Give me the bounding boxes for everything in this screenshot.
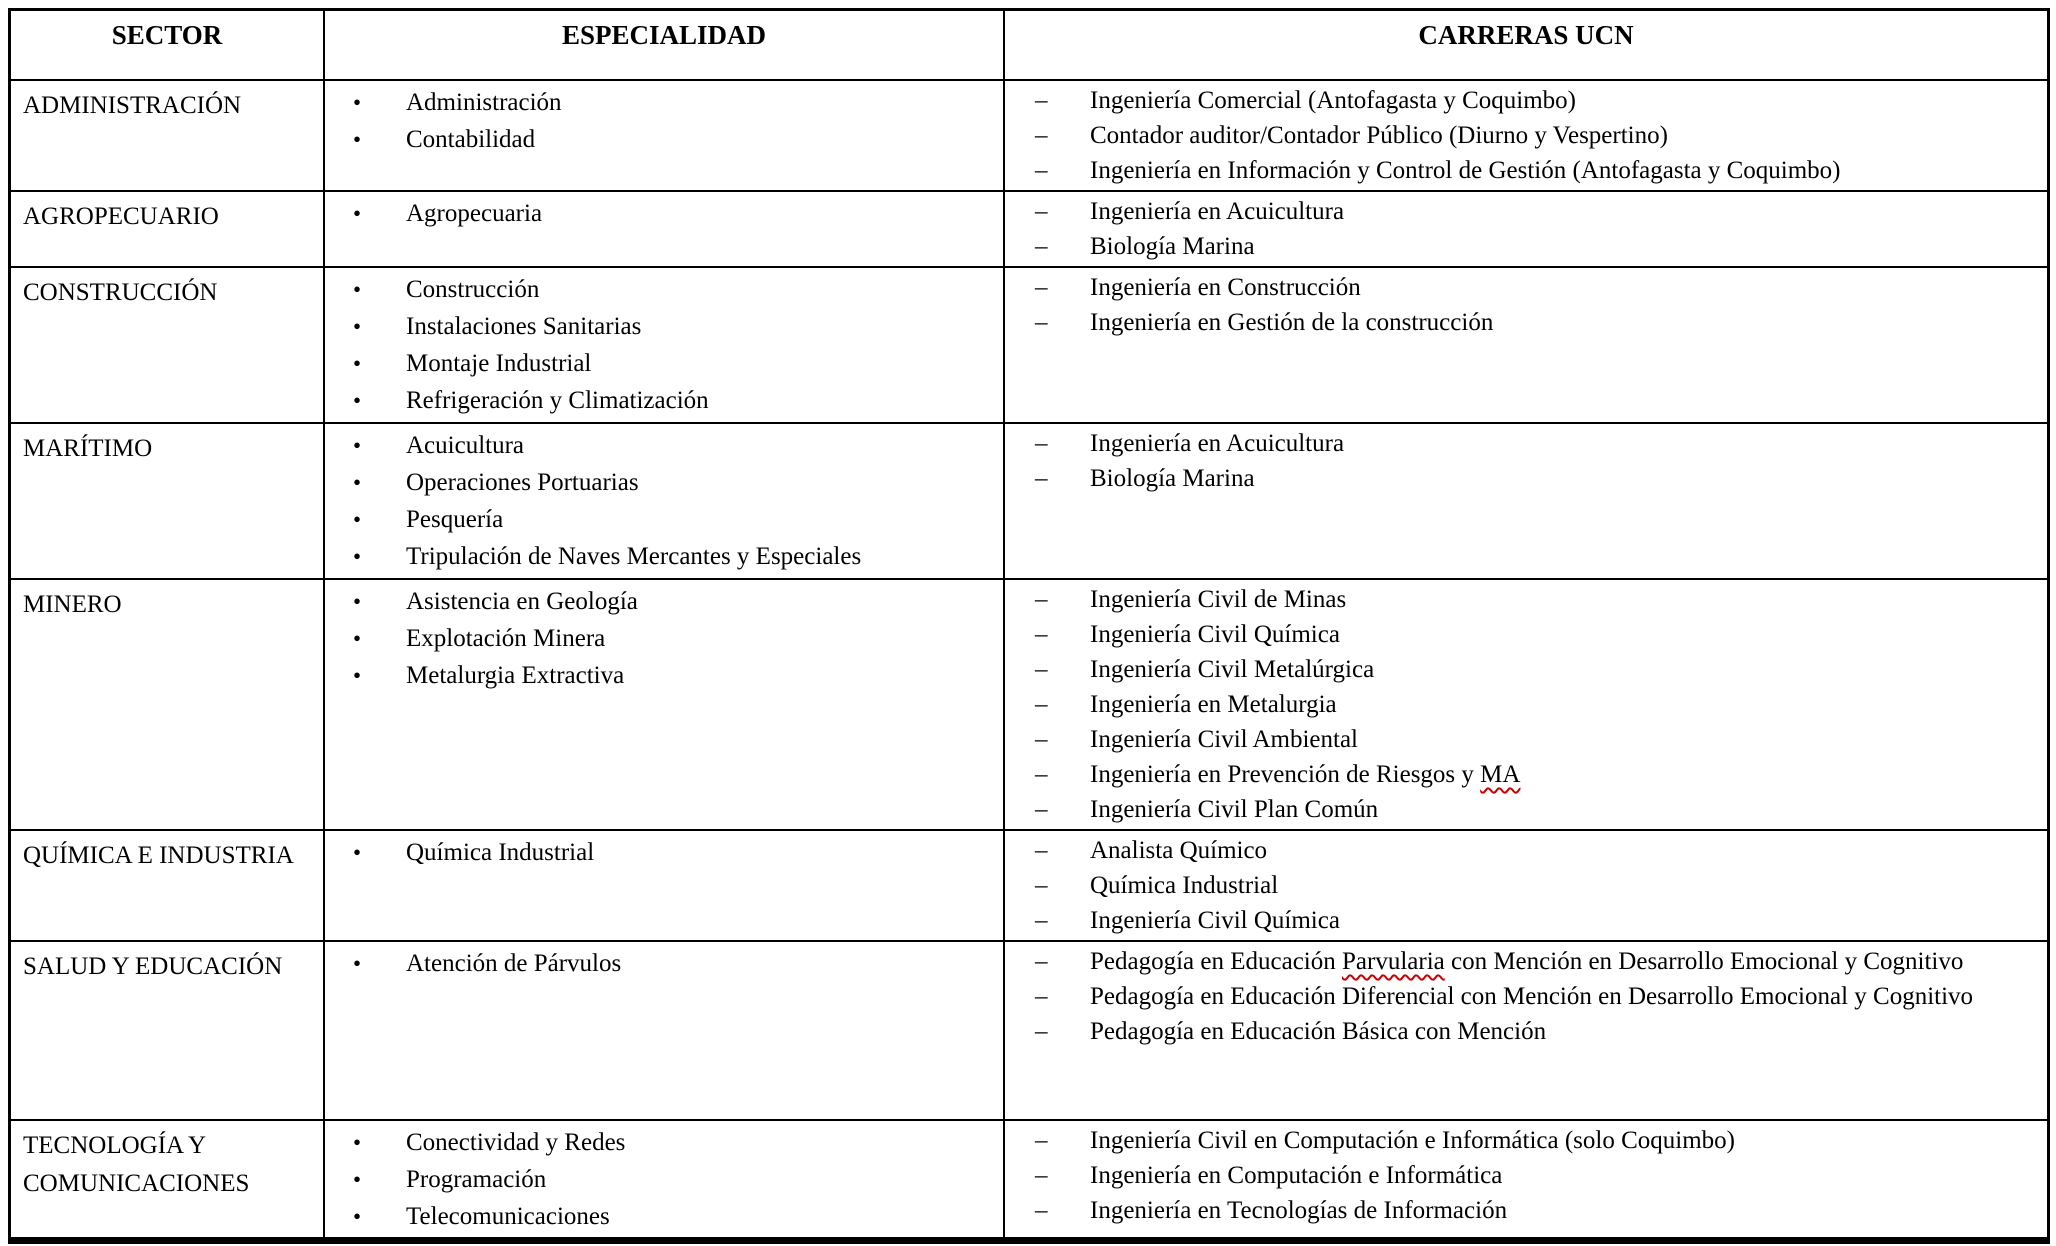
especialidad-text: Atención de Párvulos: [406, 950, 622, 977]
bullet-icon: •: [353, 589, 362, 614]
sector-carreras-table: [8, 8, 2050, 1238]
especialidad-item: [325, 945, 999, 982]
carrera-text: Ingeniería en Acuicultura: [1090, 430, 1345, 457]
table-row: [11, 578, 2047, 829]
carrera-text: Ingeniería en Tecnologías de Información: [1090, 1197, 1508, 1224]
especialidad-text: Instalaciones Sanitarias: [406, 313, 642, 340]
especialidad-item: [325, 195, 999, 232]
carrera-item: [1005, 194, 2041, 229]
carrera-text: Ingeniería en Acuicultura: [1090, 198, 1345, 225]
carrera-item: [1005, 687, 2041, 722]
carrera-item: [1005, 229, 2041, 264]
dash-icon: –: [1035, 1197, 1048, 1224]
sector-label: QUÍMICA E INDUSTRIA: [23, 842, 294, 869]
carrera-item: [1005, 461, 2041, 496]
bullet-icon: •: [353, 201, 362, 226]
carrera-text: Analista Químico: [1090, 837, 1268, 864]
carrera-text: Ingeniería Civil Química: [1090, 907, 1340, 934]
bullet-icon: •: [353, 840, 362, 865]
carrera-item: [1005, 868, 2041, 903]
sector-label: MARÍTIMO: [23, 435, 153, 462]
especialidad-text: Contabilidad: [406, 126, 536, 153]
misspelled-word: MA: [1480, 761, 1521, 788]
bullet-icon: •: [353, 433, 362, 458]
header-label-carreras-ucn: CARRERAS UCN: [1418, 20, 1634, 50]
especialidad-cell: [325, 268, 1005, 422]
table-bottom-border: [8, 1237, 2050, 1244]
table-row: [11, 79, 2047, 190]
especialidad-item: [325, 501, 999, 538]
carrera-text: Ingeniería en Computación e Informática: [1090, 1162, 1503, 1189]
carreras-cell: [1005, 831, 2047, 940]
sector-cell: [11, 268, 325, 422]
carrera-item: [1005, 426, 2041, 461]
dash-icon: –: [1035, 122, 1048, 149]
especialidad-item: [325, 834, 999, 871]
header-cell-carreras-ucn: [1005, 11, 2047, 79]
sector-cell: [11, 831, 325, 940]
especialidad-cell: [325, 580, 1005, 829]
especialidad-text: Asistencia en Geología: [406, 588, 638, 615]
dash-icon: –: [1035, 726, 1048, 753]
especialidad-text: Conectividad y Redes: [406, 1129, 626, 1156]
sector-label: SALUD Y EDUCACIÓN: [23, 953, 283, 980]
bullet-icon: •: [353, 507, 362, 532]
bullet-icon: •: [353, 1167, 362, 1192]
carrera-text: Ingeniería en Prevención de Riesgos y MA: [1090, 761, 1521, 788]
dash-icon: –: [1035, 198, 1048, 225]
dash-icon: –: [1035, 872, 1048, 899]
dash-icon: –: [1035, 907, 1048, 934]
especialidad-cell: [325, 831, 1005, 940]
sector-cell: [11, 424, 325, 578]
sector-label: TECNOLOGÍA Y COMUNICACIONES: [23, 1132, 250, 1197]
sector-label: ADMINISTRACIÓN: [23, 92, 242, 119]
carrera-item: [1005, 118, 2041, 153]
especialidad-item: [325, 382, 999, 419]
especialidad-text: Programación: [406, 1166, 547, 1193]
carrera-text: Química Industrial: [1090, 872, 1279, 899]
dash-icon: –: [1035, 656, 1048, 683]
carrera-text: Ingeniería Civil Química: [1090, 621, 1340, 648]
bullet-icon: •: [353, 351, 362, 376]
especialidad-item: [325, 657, 999, 694]
dash-icon: –: [1035, 465, 1048, 492]
carrera-item: [1005, 1014, 2041, 1049]
carreras-cell: [1005, 192, 2047, 266]
especialidad-cell: [325, 942, 1005, 1119]
sector-label: AGROPECUARIO: [23, 203, 219, 230]
carrera-item: [1005, 1193, 2041, 1228]
sector-cell: [11, 580, 325, 829]
sector-cell: [11, 942, 325, 1119]
header-label-sector: SECTOR: [111, 20, 223, 50]
especialidad-text: Explotación Minera: [406, 625, 606, 652]
sector-cell: [11, 192, 325, 266]
especialidad-item: [325, 308, 999, 345]
carrera-text: Pedagogía en Educación Básica con Mención: [1090, 1018, 1547, 1045]
especialidad-cell: [325, 81, 1005, 190]
carrera-item: [1005, 979, 2041, 1014]
carreras-cell: [1005, 1121, 2047, 1238]
especialidad-item: [325, 1198, 999, 1235]
especialidad-item: [325, 583, 999, 620]
carrera-item: [1005, 1123, 2041, 1158]
bullet-icon: •: [353, 626, 362, 651]
especialidad-text: Tripulación de Naves Mercantes y Especiales: [406, 543, 862, 570]
bullet-icon: •: [353, 951, 362, 976]
bullet-icon: •: [353, 544, 362, 569]
carrera-text: Ingeniería Civil Plan Común: [1090, 796, 1379, 823]
carreras-cell: [1005, 942, 2047, 1119]
dash-icon: –: [1035, 796, 1048, 823]
carrera-text: Ingeniería Civil en Computación e Informática (solo Coquimbo): [1090, 1127, 1735, 1154]
dash-icon: –: [1035, 948, 1048, 975]
carrera-text: Pedagogía en Educación Diferencial con Mención en Desarrollo Emocional y Cognitivo: [1090, 983, 1974, 1010]
especialidad-cell: [325, 1121, 1005, 1238]
carrera-text: Ingeniería en Metalurgia: [1090, 691, 1337, 718]
bullet-icon: •: [353, 90, 362, 115]
bullet-icon: •: [353, 470, 362, 495]
dash-icon: –: [1035, 691, 1048, 718]
carrera-text: Biología Marina: [1090, 465, 1255, 492]
carrera-item: [1005, 582, 2041, 617]
especialidad-text: Refrigeración y Climatización: [406, 387, 709, 414]
especialidad-text: Agropecuaria: [406, 200, 543, 227]
document-page: [8, 8, 2050, 1238]
bullet-icon: •: [353, 127, 362, 152]
carrera-item: [1005, 792, 2041, 827]
carrera-item: [1005, 903, 2041, 938]
especialidad-item: [325, 1161, 999, 1198]
especialidad-item: [325, 427, 999, 464]
dash-icon: –: [1035, 983, 1048, 1010]
especialidad-item: [325, 1124, 999, 1161]
table-row: [11, 266, 2047, 422]
misspelled-word: Parvularia: [1342, 948, 1445, 975]
header-label-especialidad: ESPECIALIDAD: [561, 20, 767, 50]
dash-icon: –: [1035, 233, 1048, 260]
carrera-item: [1005, 944, 2041, 979]
bullet-icon: •: [353, 663, 362, 688]
especialidad-text: Química Industrial: [406, 839, 595, 866]
dash-icon: –: [1035, 87, 1048, 114]
especialidad-item: [325, 620, 999, 657]
carrera-text: Ingeniería Comercial (Antofagasta y Coquimbo): [1090, 87, 1576, 114]
dash-icon: –: [1035, 274, 1048, 301]
dash-icon: –: [1035, 430, 1048, 457]
table-row: [11, 190, 2047, 266]
carrera-text: Ingeniería en Información y Control de Gestión (Antofagasta y Coquimbo): [1090, 157, 1841, 184]
carrera-text: Contador auditor/Contador Público (Diurno y Vespertino): [1090, 122, 1668, 149]
dash-icon: –: [1035, 1127, 1048, 1154]
especialidad-item: [325, 464, 999, 501]
carrera-text: Ingeniería Civil de Minas: [1090, 586, 1347, 613]
dash-icon: –: [1035, 1162, 1048, 1189]
carrera-item: [1005, 722, 2041, 757]
carrera-item: [1005, 757, 2041, 792]
carrera-text: Ingeniería en Construcción: [1090, 274, 1361, 301]
carreras-cell: [1005, 424, 2047, 578]
especialidad-text: Acuicultura: [406, 432, 525, 459]
carrera-text: Ingeniería Civil Metalúrgica: [1090, 656, 1375, 683]
carreras-cell: [1005, 580, 2047, 829]
carrera-item: [1005, 1158, 2041, 1193]
table-row: [11, 1119, 2047, 1238]
especialidad-item: [325, 345, 999, 382]
dash-icon: –: [1035, 621, 1048, 648]
header-cell-especialidad: [325, 11, 1005, 79]
dash-icon: –: [1035, 1018, 1048, 1045]
carrera-item: [1005, 652, 2041, 687]
especialidad-text: Operaciones Portuarias: [406, 469, 639, 496]
especialidad-item: [325, 538, 999, 575]
carrera-text: Ingeniería en Gestión de la construcción: [1090, 309, 1494, 336]
table-row: [11, 829, 2047, 940]
dash-icon: –: [1035, 309, 1048, 336]
sector-label: CONSTRUCCIÓN: [23, 279, 218, 306]
especialidad-cell: [325, 192, 1005, 266]
sector-cell: [11, 1121, 325, 1238]
carrera-text: Pedagogía en Educación Parvularia con Mención en Desarrollo Emocional y Cognitivo: [1090, 948, 1964, 975]
carrera-text: Ingeniería Civil Ambiental: [1090, 726, 1358, 753]
carrera-item: [1005, 305, 2041, 340]
especialidad-text: Metalurgia Extractiva: [406, 662, 625, 689]
header-row: [11, 11, 2047, 79]
carreras-cell: [1005, 81, 2047, 190]
dash-icon: –: [1035, 761, 1048, 788]
table-row: [11, 422, 2047, 578]
especialidad-text: Construcción: [406, 276, 540, 303]
table-body: [11, 79, 2047, 1238]
carrera-item: [1005, 83, 2041, 118]
sector-label: MINERO: [23, 591, 122, 618]
carrera-item: [1005, 833, 2041, 868]
especialidad-item: [325, 121, 999, 158]
carrera-text: Biología Marina: [1090, 233, 1255, 260]
especialidad-cell: [325, 424, 1005, 578]
sector-cell: [11, 81, 325, 190]
dash-icon: –: [1035, 586, 1048, 613]
bullet-icon: •: [353, 314, 362, 339]
especialidad-text: Montaje Industrial: [406, 350, 592, 377]
especialidad-text: Telecomunicaciones: [406, 1203, 610, 1230]
especialidad-item: [325, 271, 999, 308]
dash-icon: –: [1035, 837, 1048, 864]
carrera-item: [1005, 617, 2041, 652]
especialidad-text: Pesquería: [406, 506, 504, 533]
especialidad-item: [325, 84, 999, 121]
header-cell-sector: [11, 11, 325, 79]
carreras-cell: [1005, 268, 2047, 422]
table-row: [11, 940, 2047, 1119]
bullet-icon: •: [353, 277, 362, 302]
carrera-item: [1005, 153, 2041, 188]
bullet-icon: •: [353, 388, 362, 413]
dash-icon: –: [1035, 157, 1048, 184]
carrera-item: [1005, 270, 2041, 305]
bullet-icon: •: [353, 1204, 362, 1229]
especialidad-text: Administración: [406, 89, 562, 116]
bullet-icon: •: [353, 1130, 362, 1155]
